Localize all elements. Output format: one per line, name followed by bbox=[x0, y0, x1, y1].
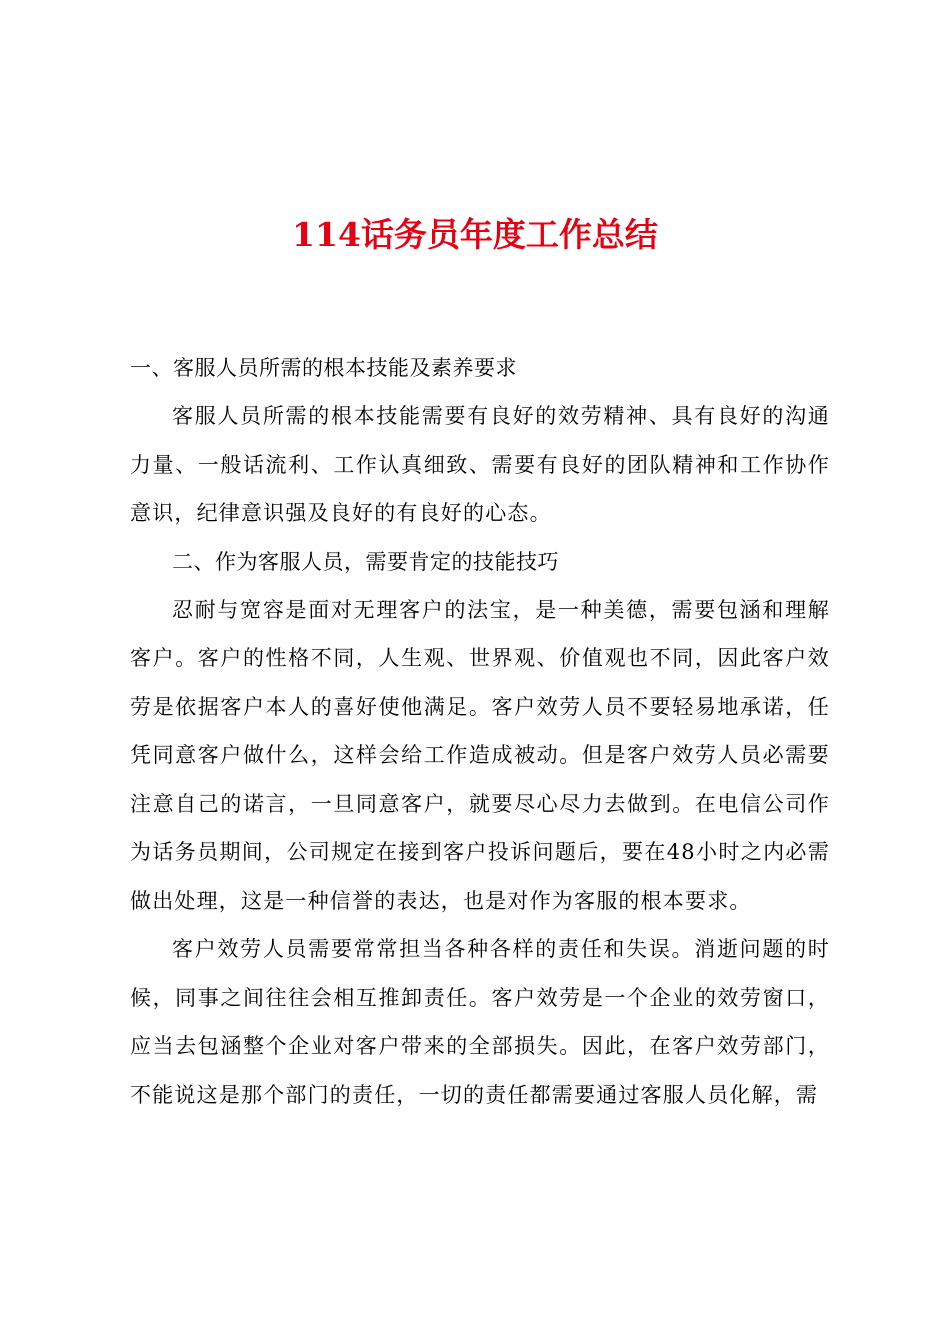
paragraph-1: 客服人员所需的根本技能需要有良好的效劳精神、具有良好的沟通力量、一般话流利、工作认真细致、需要有良好的团队精神和工作协作意识，纪律意识强及良好的有良好的心态。 bbox=[130, 404, 830, 525]
section-heading-1: 一、客服人员所需的根本技能及素养要求 bbox=[130, 356, 517, 380]
paragraph-2: 忍耐与宽容是面对无理客户的法宝，是一种美德，需要包涵和理解客户。客户的性格不同，人生观、世界观、价值观也不同，因此客户效劳是依据客户本人的喜好使他满足。客户效劳人员不要轻易地承诺，任凭同意客户做什么，这样会给工作造成被动。但是客户效劳人员必需要注意自己的诺言，一旦同意客户，就要尽心尽力去做到。在电信公司作为话务员期间，公司规定在接到客户投诉问题后，要在48小时之内必需做出处理，这是一种信誉的表达，也是对作为客服的根本要求。 bbox=[130, 597, 830, 913]
document-title: 114话务员年度工作总结 bbox=[292, 215, 658, 254]
document-body bbox=[130, 344, 830, 1119]
section-heading-2: 二、作为客服人员，需要肯定的技能技巧 bbox=[172, 549, 559, 574]
paragraph-3: 客户效劳人员需要常常担当各种各样的责任和失误。消逝问题的时候，同事之间往往会相互推卸责任。客户效劳是一个企业的效劳窗口，应当去包涵整个企业对客户带来的全部损失。因此，在客户效劳部门，不能说这是那个部门的责任，一切的责任都需要通过客服人员化解，需 bbox=[130, 937, 830, 1107]
